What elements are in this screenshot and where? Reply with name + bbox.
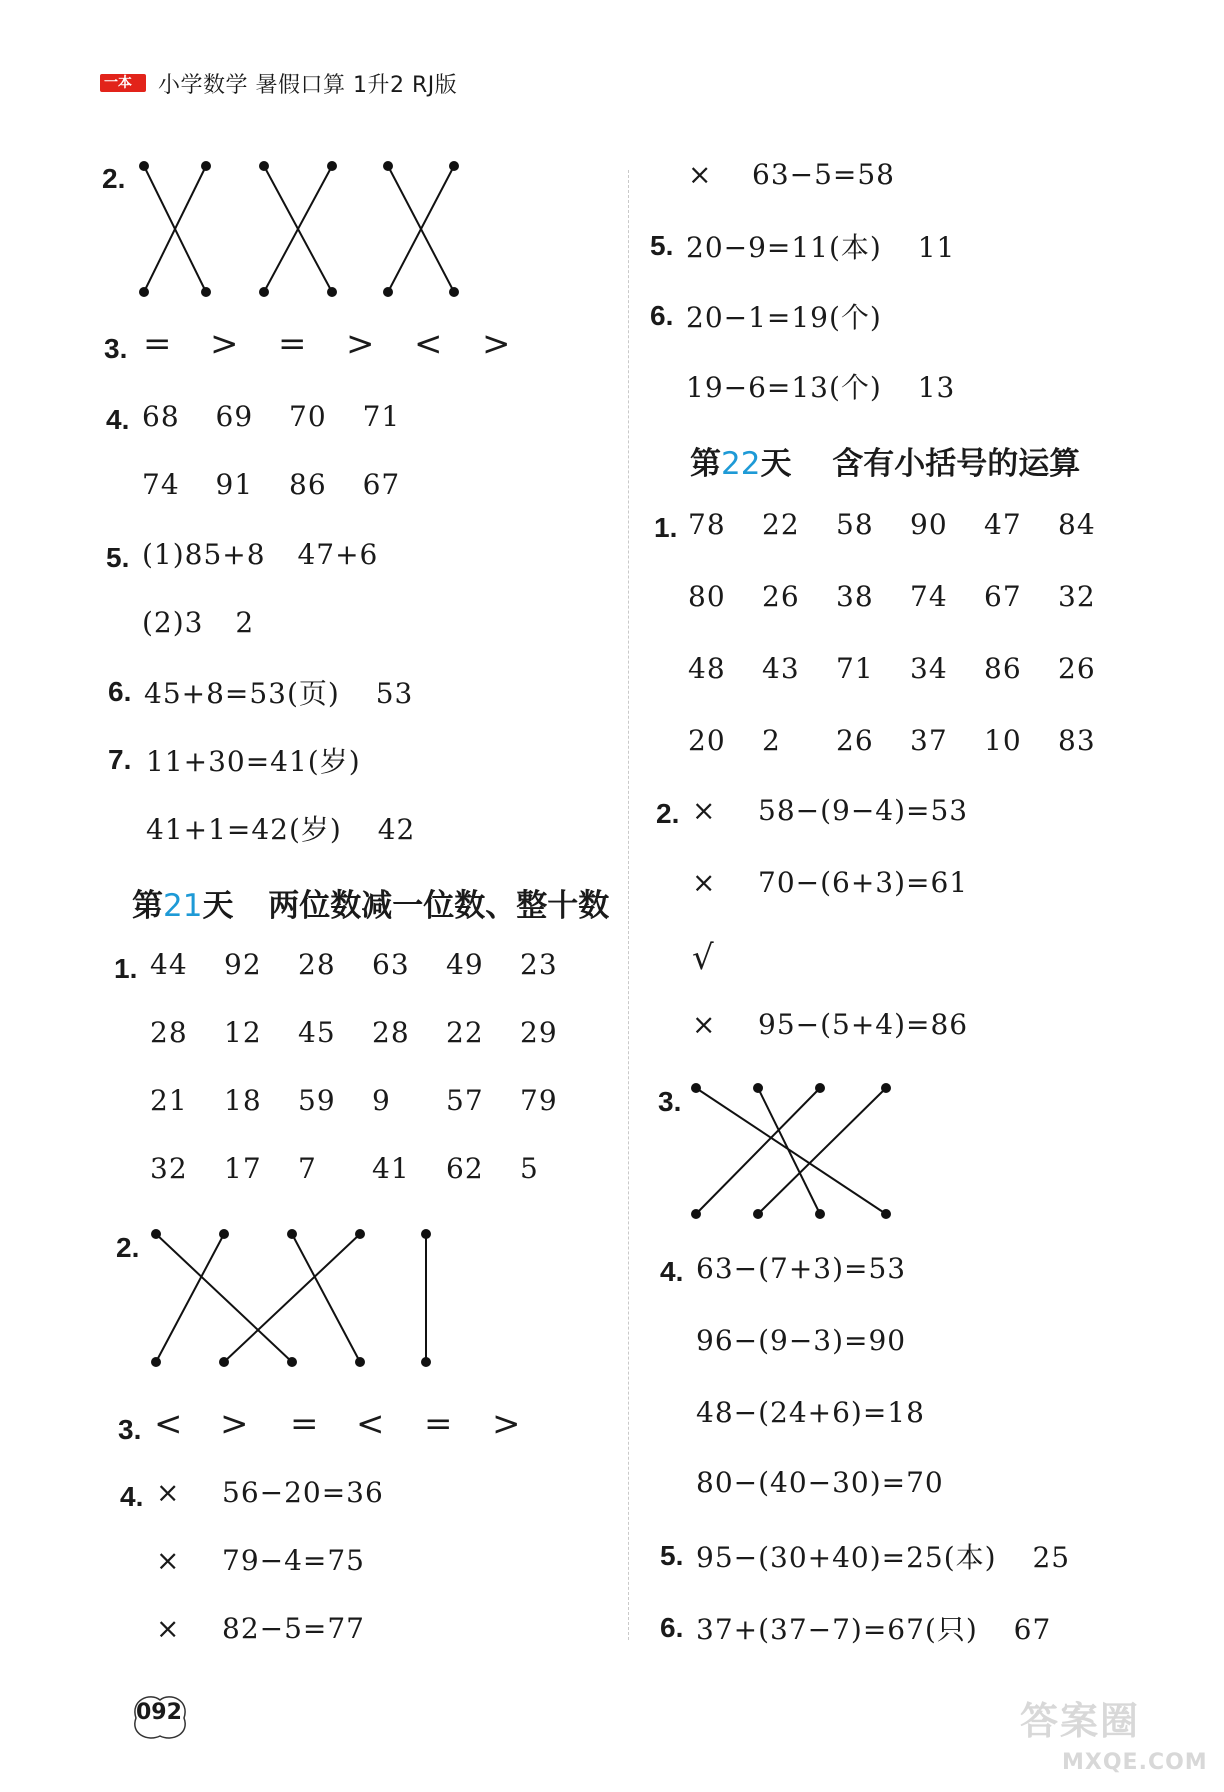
grid-cell: 29 — [520, 1016, 558, 1049]
grid-cell: 92 — [224, 948, 262, 981]
answer-line: (2)3 2 — [142, 606, 255, 639]
matching-diagram — [140, 1220, 440, 1380]
check-mark: × — [688, 158, 713, 191]
section-heading: 第22天 含有小括号的运算 — [690, 446, 1081, 482]
question-label: 2. — [116, 1232, 140, 1263]
question-label: 5. — [660, 1540, 684, 1571]
grid-cell: 57 — [446, 1084, 484, 1117]
grid-cell: 49 — [446, 948, 484, 981]
grid-cell: 21 — [150, 1084, 188, 1117]
grid-cell: 7 — [298, 1152, 317, 1185]
check-mark: × — [692, 866, 717, 899]
question-label: 2. — [102, 163, 126, 194]
check-mark: √ — [692, 938, 715, 978]
grid-cell: 28 — [372, 1016, 410, 1049]
grid-cell: 26 — [836, 724, 874, 757]
comparison-symbol: = — [424, 1404, 453, 1444]
comparison-symbol: > — [346, 324, 375, 364]
comparison-symbol: > — [210, 324, 239, 364]
question-label: 6. — [108, 676, 132, 707]
grid-cell: 9 — [372, 1084, 391, 1117]
comparison-symbol: < — [356, 1404, 385, 1444]
answer-line: 79−4=75 — [222, 1544, 365, 1577]
answer-line: 74 91 86 67 — [142, 468, 401, 501]
grid-cell: 38 — [836, 580, 874, 613]
question-label: 2. — [656, 798, 680, 829]
answer-line: 11+30=41(岁) — [146, 745, 361, 778]
grid-cell: 10 — [984, 724, 1022, 757]
grid-cell: 2 — [762, 724, 781, 757]
grid-cell: 47 — [984, 508, 1022, 541]
answer-line: 20−9=11(本) 11 — [686, 231, 956, 264]
answer-line: 56−20=36 — [222, 1476, 384, 1509]
check-mark: × — [156, 1544, 181, 1577]
comparison-symbol: > — [482, 324, 511, 364]
check-mark: × — [692, 794, 717, 827]
comparison-symbol: > — [492, 1404, 521, 1444]
answer-line: 19−6=13(个) 13 — [686, 371, 956, 404]
answer-line: 58−(9−4)=53 — [758, 794, 969, 827]
check-mark: × — [692, 1008, 717, 1041]
answer-line: 63−5=58 — [752, 158, 895, 191]
comparison-symbol: < — [154, 1404, 183, 1444]
check-mark: × — [156, 1612, 181, 1645]
answer-line: 95−(30+40)=25(本) 25 — [696, 1541, 1071, 1574]
grid-cell: 90 — [910, 508, 948, 541]
answer-line: 63−(7+3)=53 — [696, 1252, 907, 1285]
grid-cell: 48 — [688, 652, 726, 685]
grid-cell: 58 — [836, 508, 874, 541]
grid-cell: 44 — [150, 948, 188, 981]
question-label: 3. — [104, 333, 128, 364]
answer-line: 48−(24+6)=18 — [696, 1396, 925, 1429]
grid-cell: 23 — [520, 948, 558, 981]
watermark-url: MXQE.COM — [1062, 1750, 1208, 1775]
grid-cell: 26 — [762, 580, 800, 613]
grid-cell: 28 — [298, 948, 336, 981]
grid-cell: 28 — [150, 1016, 188, 1049]
grid-cell: 22 — [446, 1016, 484, 1049]
question-label: 4. — [660, 1256, 684, 1287]
question-label: 6. — [650, 300, 674, 331]
answer-line: 20−1=19(个) — [686, 301, 882, 334]
answer-line: 37+(37−7)=67(只) 67 — [696, 1613, 1052, 1646]
answer-line: 80−(40−30)=70 — [696, 1466, 944, 1499]
grid-cell: 32 — [150, 1152, 188, 1185]
answer-line: 68 69 70 71 — [142, 400, 401, 433]
grid-cell: 86 — [984, 652, 1022, 685]
answer-line: (1)85+8 47+6 — [142, 538, 379, 571]
grid-cell: 80 — [688, 580, 726, 613]
grid-cell: 62 — [446, 1152, 484, 1185]
grid-cell: 26 — [1058, 652, 1096, 685]
question-label: 4. — [106, 404, 130, 435]
question-label: 6. — [660, 1612, 684, 1643]
answer-line: 70−(6+3)=61 — [758, 866, 969, 899]
answer-line: 95−(5+4)=86 — [758, 1008, 969, 1041]
question-label: 5. — [106, 542, 130, 573]
grid-cell: 37 — [910, 724, 948, 757]
grid-cell: 63 — [372, 948, 410, 981]
book-title: 小学数学 暑假口算 1升2 RJ版 — [158, 73, 458, 98]
grid-cell: 67 — [984, 580, 1022, 613]
answer-line: 45+8=53(页) 53 — [144, 677, 414, 710]
question-label: 1. — [114, 953, 138, 984]
matching-diagram — [690, 1080, 900, 1230]
brand-logo-text: 一本 — [104, 75, 132, 91]
grid-cell: 71 — [836, 652, 874, 685]
grid-cell: 74 — [910, 580, 948, 613]
column-divider — [628, 170, 629, 1640]
grid-cell: 79 — [520, 1084, 558, 1117]
grid-cell: 34 — [910, 652, 948, 685]
grid-cell: 12 — [224, 1016, 262, 1049]
watermark-logo: 答案圈 — [1020, 1699, 1141, 1743]
grid-cell: 78 — [688, 508, 726, 541]
grid-cell: 5 — [520, 1152, 539, 1185]
question-label: 3. — [118, 1414, 142, 1445]
matching-diagram — [120, 150, 420, 300]
question-label: 3. — [658, 1086, 682, 1117]
grid-cell: 59 — [298, 1084, 336, 1117]
grid-cell: 20 — [688, 724, 726, 757]
grid-cell: 32 — [1058, 580, 1096, 613]
grid-cell: 41 — [372, 1152, 410, 1185]
answer-line: 96−(9−3)=90 — [696, 1324, 907, 1357]
answer-line: 82−5=77 — [222, 1612, 365, 1645]
comparison-symbol: > — [220, 1404, 249, 1444]
comparison-symbol: = — [278, 324, 307, 364]
grid-cell: 45 — [298, 1016, 336, 1049]
comparison-symbol: = — [290, 1404, 319, 1444]
grid-cell: 83 — [1058, 724, 1096, 757]
grid-cell: 43 — [762, 652, 800, 685]
grid-cell: 18 — [224, 1084, 262, 1117]
grid-cell: 84 — [1058, 508, 1096, 541]
page-number: 092 — [136, 1700, 182, 1725]
comparison-symbol: = — [143, 324, 172, 364]
question-label: 7. — [108, 744, 132, 775]
grid-cell: 22 — [762, 508, 800, 541]
question-label: 4. — [120, 1481, 144, 1512]
question-label: 5. — [650, 230, 674, 261]
section-heading: 第21天 两位数减一位数、整十数 — [132, 888, 610, 924]
answer-line: 41+1=42(岁) 42 — [146, 813, 416, 846]
grid-cell: 17 — [224, 1152, 262, 1185]
question-label: 1. — [654, 512, 678, 543]
check-mark: × — [156, 1476, 181, 1509]
comparison-symbol: < — [414, 324, 443, 364]
